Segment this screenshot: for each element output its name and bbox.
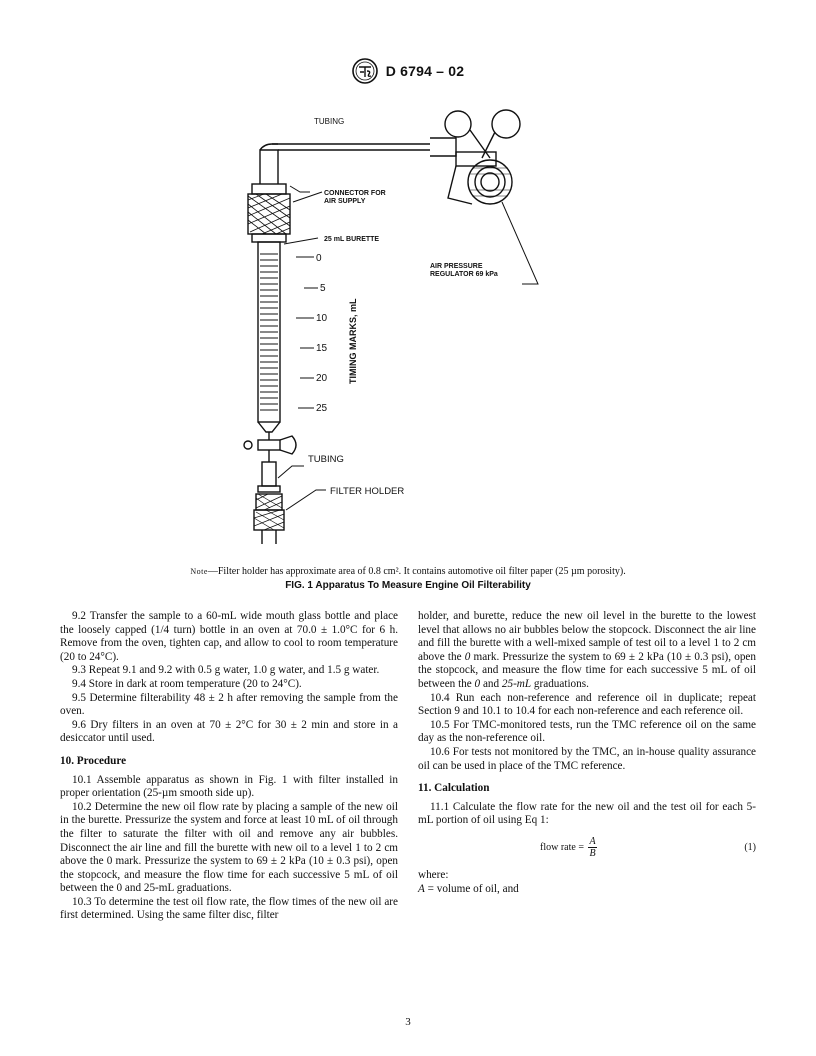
label-timing-marks: TIMING MARKS, mL (348, 298, 358, 384)
figure-caption: FIG. 1 Apparatus To Measure Engine Oil Filterability (285, 580, 531, 591)
timing-mark-10: 10 (316, 313, 328, 324)
label-connector: CONNECTOR FOR AIR SUPPLY (324, 190, 386, 205)
equation-1 (418, 836, 756, 859)
paragraph-10-4: 10.4 Run each non-reference and reference oil in duplicate; repeat Section 9 and 10.1 to 10.4 for each non-reference and each reference oil. (418, 691, 756, 718)
timing-mark-5: 5 (320, 283, 326, 294)
equation-lhs: flow rate = (540, 841, 587, 853)
p10-3-zero: 0 (464, 650, 471, 663)
label-tubing-top: TUBING (314, 117, 345, 126)
paragraph-9-2: 9.2 Transfer the sample to a 60-mL wide mouth glass bottle and place the loosely capped (1/4 turn) bottle in an oven at 70.0 ± 1.0°C for 6 h. Remove from the oven, tighten cap, and allow to cool to room temperature (20 to 24°C). (60, 610, 398, 663)
paragraph-11-1: 11.1 Calculate the flow rate for the new oil and the test oil for each 5-mL portion of oil using Eq 1: (418, 800, 756, 827)
paragraph-10-6: 10.6 For tests not monitored by the TMC, an in-house quality assurance oil can be used in place of the TMC reference. (418, 745, 756, 772)
definition-symbol: A (418, 882, 425, 895)
paragraph-10-2: 10.2 Determine the new oil flow rate by placing a sample of the new oil in the burette. Pressurize the system and force at least 10 mL of oil through the filter to saturate the filter with oil and remove any air bubbles. Disconnect the air line and fill the burette with new oil to a level 1 to 2 cm above the 0 mark. Pressurize the system to 69 ± 2 kPa (10 ± 0.3 psi), open the stopcock, and measure the flow time for each successive 5 mL of oil between the 0 and 25-mL graduations. (60, 800, 398, 895)
paragraph-10-3-start: 10.3 To determine the test oil flow rate, the flow times of the new oil are first determined. Using the same filter disc, filter (60, 895, 398, 922)
equation-denominator: B (589, 847, 596, 859)
p10-3-text-3: graduations. (531, 677, 589, 690)
document-id: D 6794 – 02 (385, 63, 465, 79)
equation-fraction (588, 836, 596, 859)
definition-a (418, 883, 756, 897)
label-burette: 25 mL BURETTE (324, 236, 380, 243)
paragraph-9-4: 9.4 Store in dark at room temperature (20 to 24°C). (72, 677, 302, 690)
page-header (0, 58, 816, 84)
timing-mark-20: 20 (316, 373, 328, 384)
timing-mark-values (316, 253, 328, 414)
figure-note (0, 566, 816, 577)
equation-number: (1) (744, 841, 756, 853)
label-filter-holder: FILTER HOLDER (330, 486, 405, 497)
p10-3-25ml: 25-mL (501, 677, 532, 690)
p10-3-text-2: mark. Pressurize the system to 69 ± 2 kPa (10 ± 0.3 psi), open the stopcock, and measure the flow time for each successive 5 mL of oil between the (418, 650, 756, 690)
note-label: Note (190, 567, 208, 576)
p10-3-text-1: holder, and burette, reduce the new oil level in the burette to the lowest level that allows no air bubbles below the stopcock. Disconnect the air line and fill the burette with a well-mixed sample of test oil to a level 1 to 2 cm above the (418, 610, 756, 663)
paragraph-10-1: 10.1 Assemble apparatus as shown in Fig. 1 with filter installed in proper orientation (25-µm smooth side up). (60, 773, 398, 800)
paragraph-9-5: 9.5 Determine filterability 48 ± 2 h after removing the sample from the oven. (60, 691, 398, 718)
p10-3-zero-b: 0 (474, 677, 481, 690)
equation-numerator: A (589, 835, 596, 847)
paragraph-10-5: 10.5 For TMC-monitored tests, run the TMC reference oil on the same day as the non-reference oil. (418, 718, 756, 745)
p10-3-and: and (480, 677, 502, 690)
definition-text: = volume of oil, and (424, 882, 519, 895)
astm-logo-icon (352, 58, 378, 84)
timing-mark-25: 25 (316, 403, 328, 414)
paragraph-9-3: 9.3 Repeat 9.1 and 9.2 with 0.5 g water, 1.0 g water, and 1.5 g water. (72, 664, 380, 677)
paragraph-10-3-continued (418, 610, 756, 692)
apparatus-drawing (220, 108, 560, 553)
timing-mark-0: 0 (316, 253, 322, 264)
label-tubing-bottom: TUBING (308, 454, 344, 465)
right-column (418, 610, 756, 896)
left-column (60, 610, 398, 923)
paragraph-9-6: 9.6 Dry filters in an oven at 70 ± 2°C for 30 ± 2 min and store in a desiccator until used. (60, 718, 398, 745)
label-regulator: AIR PRESSURE REGULATOR 69 kPa (430, 263, 498, 278)
timing-mark-15: 15 (316, 343, 328, 354)
heading-procedure: 10. Procedure (60, 754, 127, 767)
heading-calculation: 11. Calculation (418, 782, 490, 795)
equation-body (540, 836, 597, 859)
where-label: where: (418, 868, 449, 881)
apparatus-figure (220, 108, 560, 553)
note-text: —Filter holder has approximate area of 0.8 cm². It contains automotive oil filter paper (25 µm porosity). (207, 566, 626, 577)
page-number: 3 (405, 1016, 411, 1028)
